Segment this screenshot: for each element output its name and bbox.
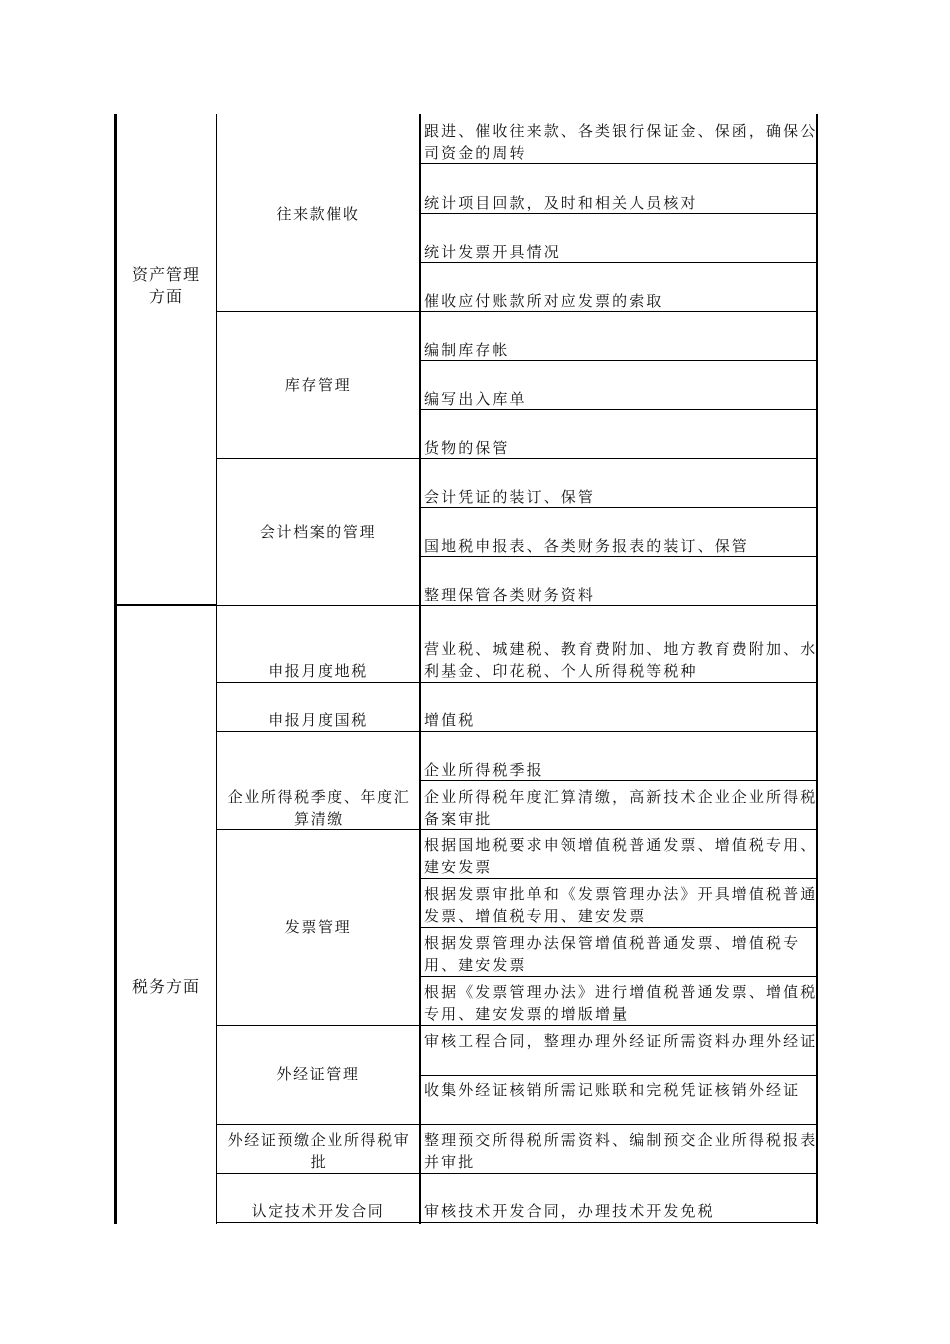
row-divider	[420, 878, 818, 879]
duty-item: 会计凭证的装订、保管	[424, 488, 596, 506]
group-title: 申报月度国税	[268, 711, 368, 729]
group-divider	[216, 1025, 818, 1026]
table-border-bottom	[216, 1222, 818, 1223]
group-title: 外经证管理	[276, 1065, 360, 1083]
row-divider	[420, 1075, 818, 1076]
section-label: 资产管理 方面	[131, 265, 200, 306]
group-divider	[216, 682, 818, 683]
duty-item: 审核工程合同，整理办理外经证所需资料办理外经证	[424, 1032, 818, 1050]
duty-item: 审核技术开发合同，办理技术开发免税	[424, 1202, 715, 1220]
duty-item: 根据《发票管理办法》进行增值税普通发票、增值税专用、建安发票的增版增量	[424, 983, 818, 1023]
duty-item: 编写出入库单	[424, 390, 527, 408]
group-title: 外经证预缴企业所得税审批	[227, 1131, 411, 1171]
table-border-col2	[419, 114, 421, 1224]
duty-item: 货物的保管	[424, 439, 510, 457]
duty-item: 企业所得税季报	[424, 761, 544, 779]
duty-item: 根据发票管理办法保管增值税普通发票、增值税专用、建安发票	[424, 934, 801, 974]
row-divider	[420, 927, 818, 928]
section-label: 税务方面	[131, 977, 200, 996]
duty-item: 编制库存帐	[424, 341, 510, 359]
table-border-col1	[216, 114, 217, 1224]
duty-item: 跟进、催收往来款、各类银行保证金、保函，确保公司资金的周转	[424, 122, 818, 162]
duty-item: 根据发票审批单和《发票管理办法》开具增值税普通发票、增值税专用、建安发票	[424, 885, 818, 925]
duty-item: 整理预交所得税所需资料、编制预交企业所得税报表并审批	[424, 1131, 818, 1171]
group-divider	[216, 731, 818, 732]
group-title: 申报月度地税	[268, 662, 368, 680]
duty-item: 国地税申报表、各类财务报表的装订、保管	[424, 537, 749, 555]
duty-item: 收集外经证核销所需记账联和完税凭证核销外经证	[424, 1081, 801, 1099]
group-title: 发票管理	[284, 918, 352, 936]
group-title: 往来款催收	[276, 205, 360, 223]
group-title: 库存管理	[284, 376, 352, 394]
duty-item: 增值税	[424, 711, 476, 729]
group-divider	[216, 1173, 818, 1174]
duty-item: 企业所得税年度汇算清缴，高新技术企业企业所得税备案审批	[424, 788, 818, 828]
duty-item: 统计项目回款，及时和相关人员核对	[424, 194, 698, 212]
group-divider	[216, 1124, 818, 1125]
duty-item: 催收应付账款所对应发票的索取	[424, 292, 664, 310]
duty-item: 整理保管各类财务资料	[424, 586, 596, 604]
row-divider	[420, 976, 818, 977]
duty-item: 根据国地税要求申领增值税普通发票、增值税专用、建安发票	[424, 836, 818, 876]
group-title: 会计档案的管理	[259, 523, 377, 541]
section-divider	[114, 604, 217, 606]
duty-item: 营业税、城建税、教育费附加、地方教育费附加、水利基金、印花税、个人所得税等税种	[424, 640, 818, 680]
duty-item: 统计发票开具情况	[424, 243, 561, 261]
group-title: 企业所得税季度、年度汇算清缴	[227, 788, 411, 828]
group-title: 认定技术开发合同	[251, 1202, 385, 1220]
